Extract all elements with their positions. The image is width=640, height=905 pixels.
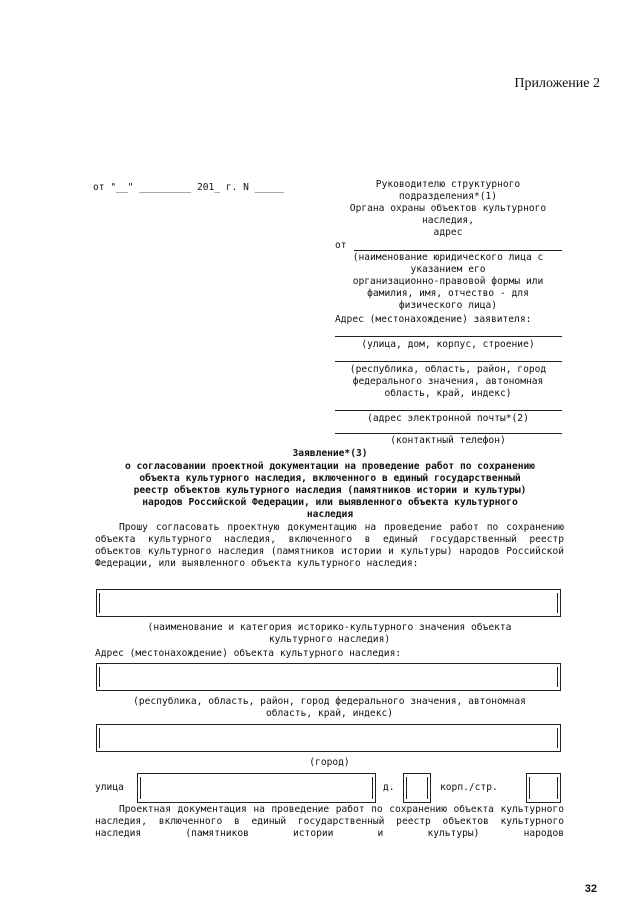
region-hint-3: область, край, индекс) [384, 388, 512, 399]
statement-subtitle-5: наследия [306, 509, 354, 520]
object-name-field[interactable] [96, 589, 561, 617]
region-hint [333, 364, 563, 400]
phone-hint: (контактный телефон) [390, 435, 506, 446]
object-region-hint [95, 696, 564, 720]
statement-subtitle-4: народов Российской Федерации, или выявленного объекта культурного [142, 497, 518, 508]
statement-subtitle-3: реестр объектов культурного наследия (памятников истории и культуры) [133, 485, 527, 496]
appendix-label: Приложение 2 [514, 76, 600, 91]
addressee-line-3: Органа охраны объектов культурного [349, 203, 547, 214]
object-hint [95, 622, 564, 646]
applicant-region-line[interactable] [335, 361, 562, 362]
object-address-label: Адрес (местонахождение) объекта культурного наследия: [95, 648, 402, 659]
statement-title: Заявление*(3) [292, 448, 368, 459]
statement-subtitle-2: объекта культурного наследия, включенного в единый государственный [139, 473, 521, 484]
object-region-hint-1: (республика, область, район, город федерального значения, автономная [133, 696, 526, 707]
city-hint: (город) [309, 757, 350, 768]
page-number: 32 [584, 883, 597, 895]
statement-subtitle-1: о согласовании проектной документации на проведение работ по сохранению [124, 461, 536, 472]
applicant-hint-3: организационно-правовой формы или [352, 276, 544, 287]
date-line: от "__" _________ 201_ г. N _____ [93, 182, 284, 193]
addressee-line-5: адрес [433, 227, 463, 238]
building-field[interactable] [526, 773, 561, 803]
object-hint-1: (наименование и категория историко-культурного значения объекта [147, 622, 512, 633]
request-paragraph: Прошу согласовать проектную документацию на проведение работ по сохранению объекта культурного наследия, включенного в единый государственный реестр объектов культурного наследия (памятников истории и культуры) народов Российской Федерации, или выявленного объекта культурного наследия: [95, 522, 564, 569]
applicant-hint-2: указанием его [410, 264, 486, 275]
applicant-street-line[interactable] [335, 336, 562, 337]
addressee-block [333, 179, 563, 239]
street-label: улица [95, 782, 124, 793]
object-city-field[interactable] [96, 724, 561, 752]
addressee-line-1: Руководителю структурного [375, 179, 521, 190]
region-hint-2: федерального значения, автономная [352, 376, 544, 387]
applicant-hint-1: (наименование юридического лица с [352, 252, 544, 263]
object-region-field[interactable] [96, 663, 561, 691]
building-label: корп./стр. [440, 782, 498, 793]
applicant-hint [333, 252, 563, 312]
object-hint-2: культурного наследия) [268, 634, 391, 645]
project-doc-paragraph: Проектная документация на проведение работ по сохранению объекта культурного наследия, включенного в единый государственный реестр объектов культурного наследия (памятников истории и культуры) народов [95, 804, 564, 839]
applicant-email-line[interactable] [335, 410, 562, 411]
email-hint: (адрес электронной почты*(2) [367, 413, 529, 424]
house-label: д. [383, 782, 395, 793]
applicant-hint-4: фамилия, имя, отчество - для [367, 288, 529, 299]
addressee-line-4: наследия, [422, 215, 474, 226]
applicant-phone-line[interactable] [335, 433, 562, 434]
region-hint-1: (республика, область, район, город [349, 364, 547, 375]
statement-subtitle [90, 461, 570, 521]
from-label: от [335, 240, 347, 251]
applicant-address-label: Адрес (местонахождение) заявителя: [335, 314, 532, 325]
object-region-hint-2: область, край, индекс) [265, 708, 394, 719]
house-field[interactable] [403, 773, 431, 803]
street-hint: (улица, дом, корпус, строение) [361, 339, 535, 350]
addressee-line-2: подразделения*(1) [398, 191, 498, 202]
street-field[interactable] [137, 773, 376, 803]
applicant-hint-5: физического лица) [398, 300, 498, 311]
applicant-name-line[interactable] [354, 250, 562, 251]
